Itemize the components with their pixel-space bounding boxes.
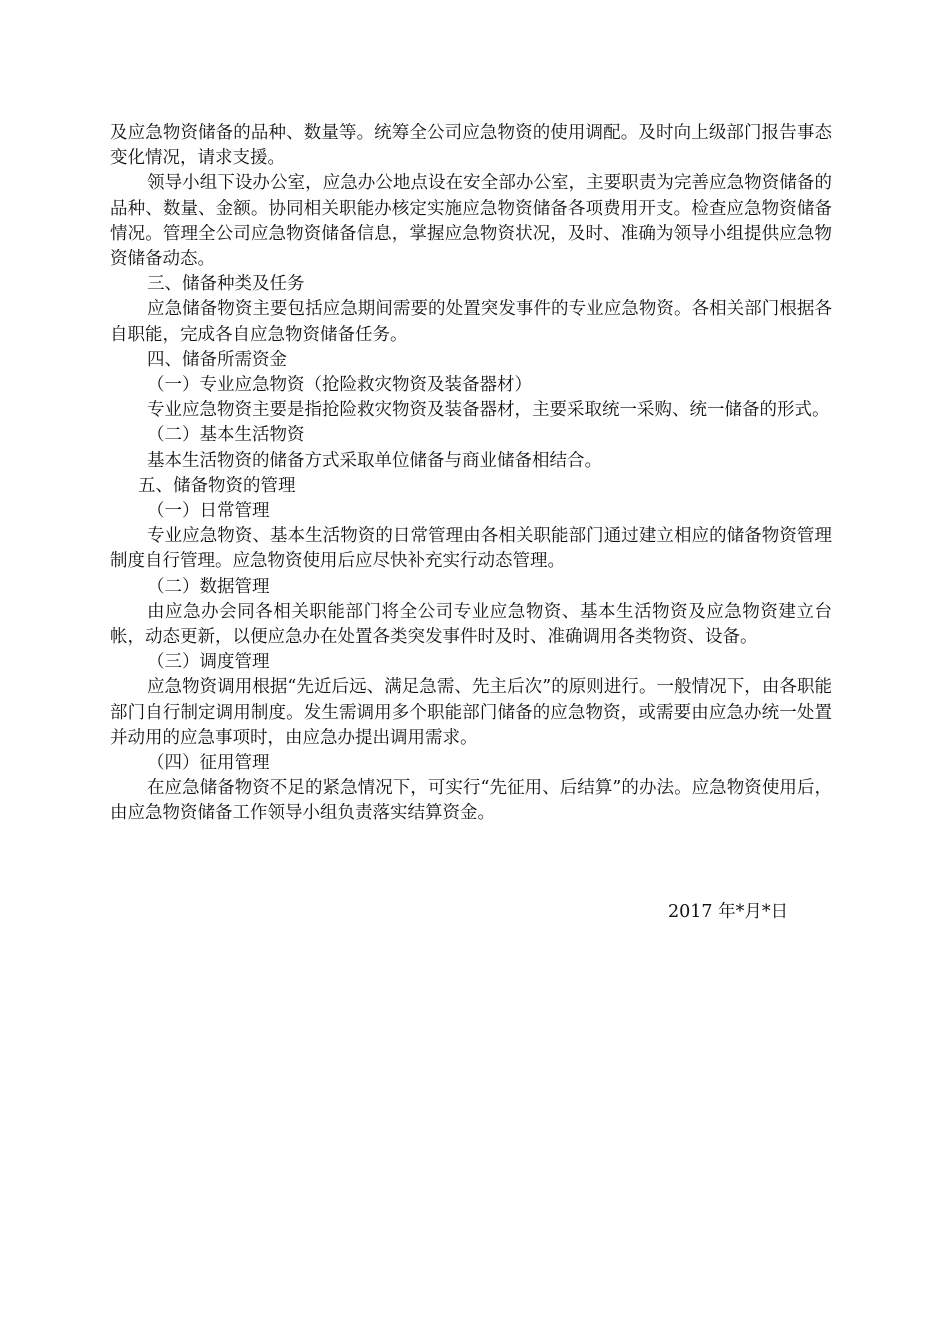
section-heading-5: 五、储备物资的管理: [138, 475, 296, 496]
subheading-4-1: （一）专业应急物资（抢险救灾物资及装备器材）: [147, 375, 532, 396]
paragraph-daily-management: 专业应急物资、基本生活物资的日常管理由各相关职能部门通过建立相应的储备物资管理制度自行管理。应急物资使用后应尽快补充实行动态管理。: [110, 526, 832, 572]
subheading-5-1: （一）日常管理: [147, 501, 270, 522]
paragraph-professional-supplies: 专业应急物资主要是指抢险救灾物资及装备器材，主要采取统一采购、统一储备的形式。: [147, 400, 830, 421]
document-body: [110, 121, 832, 827]
subheading-4-2: （二）基本生活物资: [147, 425, 305, 446]
subheading-5-4: （四）征用管理: [147, 753, 270, 774]
section-heading-3: 三、储备种类及任务: [147, 274, 305, 295]
subheading-5-3: （三）调度管理: [147, 652, 270, 673]
paragraph-leadership-office: 领导小组下设办公室，应急办公地点设在安全部办公室，主要职责为完善应急物资储备的品种、数量、金额。协同相关职能办核定实施应急物资储备各项费用开支。检查应急物资储备情况。管理全公司应急物资储备信息，掌握应急物资状况，及时、准确为领导小组提供应急物资储备动态。: [110, 173, 832, 270]
paragraph-data-management: 由应急办会同各相关职能部门将全公司专业应急物资、基本生活物资及应急物资建立台帐，动态更新，以便应急办在处置各类突发事件时及时、准确调用各类物资、设备。: [110, 601, 832, 648]
document-date: 2017 年*月*日: [668, 902, 789, 922]
paragraph-reserve-types: 应急储备物资主要包括应急期间需要的处置突发事件的专业应急物资。各相关部门根据各自职能，完成各自应急物资储备任务。: [110, 299, 832, 345]
paragraph-continuation: 及应急物资储备的品种、数量等。统筹全公司应急物资的使用调配。及时向上级部门报告事态变化情况，请求支援。: [110, 123, 832, 169]
paragraph-requisition-management: 在应急储备物资不足的紧急情况下，可实行“先征用、后结算”的办法。应急物资使用后，由应急物资储备工作领导小组负责落实结算资金。: [110, 778, 832, 824]
subheading-5-2: （二）数据管理: [147, 576, 270, 597]
section-heading-4: 四、储备所需资金: [147, 349, 287, 370]
paragraph-dispatch-management: 应急物资调用根据“先近后远、满足急需、先主后次”的原则进行。一般情况下，由各职能部门自行制定调用制度。发生需调用多个职能部门储备的应急物资，或需要由应急办统一处置并动用的应急事项时，由应急办提出调用需求。: [110, 677, 832, 748]
paragraph-living-supplies: 基本生活物资的储备方式采取单位储备与商业储备相结合。: [147, 450, 602, 471]
